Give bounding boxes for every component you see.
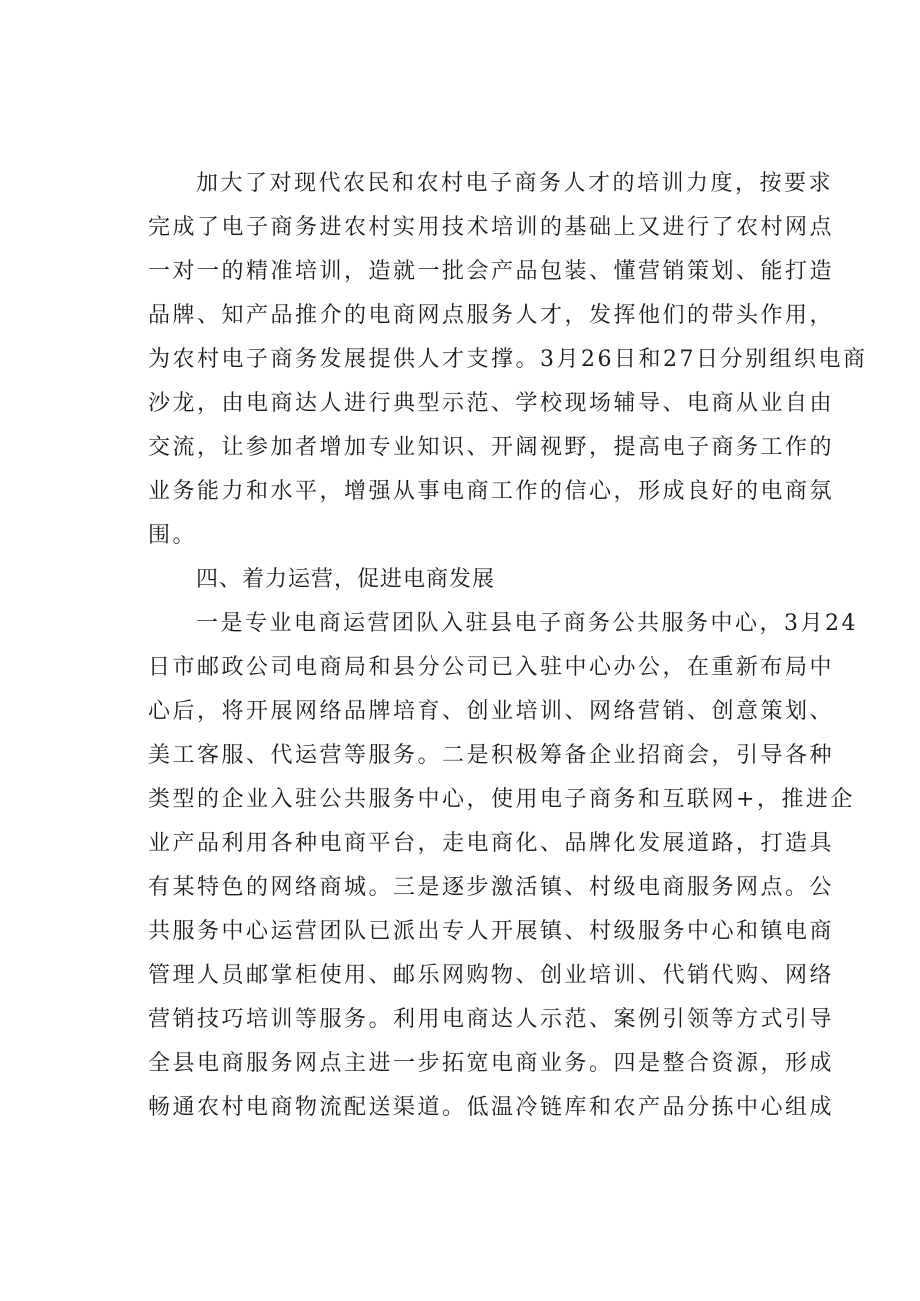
paragraph-1-line: 完成了电子商务进农村实用技术培训的基础上又进行了农村网点: [148, 215, 835, 240]
paragraph-2-line: 日市邮政公司电商局和县分公司已入驻中心办公，在重新布局中: [148, 655, 835, 680]
paragraph-1-line: 一对一的精准培训，造就一批会产品包装、懂营销策划、能打造: [148, 259, 835, 284]
paragraph-1-line: 交流，让参加者增加专业知识、开阔视野，提高电子商务工作的: [148, 435, 835, 460]
paragraph-2-line: 全县电商服务网点主进一步拓宽电商业务。四是整合资源，形成: [148, 1051, 835, 1076]
paragraph-1-line: 品牌、知产品推介的电商网点服务人才，发挥他们的带头作用，: [148, 303, 835, 328]
paragraph-1-line: 为农村电子商务发展提供人才支撑。3月26日和27日分别组织电商: [148, 347, 868, 372]
paragraph-1-line: 业务能力和水平，增强从事电商工作的信心，形成良好的电商氛: [148, 479, 835, 504]
paragraph-1-line: 沙龙，由电商达人进行典型示范、学校现场辅导、电商从业自由: [148, 391, 835, 416]
paragraph-1-line: 加大了对现代农民和农村电子商务人才的培训力度，按要求: [196, 171, 834, 196]
paragraph-2-line: 业产品利用各种电商平台，走电商化、品牌化发展道路，打造具: [148, 831, 835, 856]
paragraph-2-line: 营销技巧培训等服务。利用电商达人示范、案例引领等方式引导: [148, 1007, 835, 1032]
paragraph-2-line: 心后，将开展网络品牌培育、创业培训、网络营销、创意策划、: [148, 699, 835, 724]
section-heading: 四、着力运营，促进电商发展: [196, 567, 496, 592]
paragraph-2-line: 畅通农村电商物流配送渠道。低温冷链库和农产品分拣中心组成: [148, 1095, 835, 1120]
paragraph-2-line: 美工客服、代运营等服务。二是积极筹备企业招商会，引导各种: [148, 743, 835, 768]
paragraph-2-line: 管理人员邮掌柜使用、邮乐网购物、创业培训、代销代购、网络: [148, 963, 835, 988]
paragraph-2-line: 共服务中心运营团队已派出专人开展镇、村级服务中心和镇电商: [148, 919, 835, 944]
paragraph-2-line: 有某特色的网络商城。三是逐步激活镇、村级电商服务网点。公: [148, 875, 835, 900]
paragraph-2-line: 类型的企业入驻公共服务中心，使用电子商务和互联网+，推进企: [148, 787, 855, 812]
paragraph-1-line: 围。: [148, 523, 198, 548]
paragraph-2-line: 一是专业电商运营团队入驻县电子商务公共服务中心，3月24: [196, 611, 858, 636]
